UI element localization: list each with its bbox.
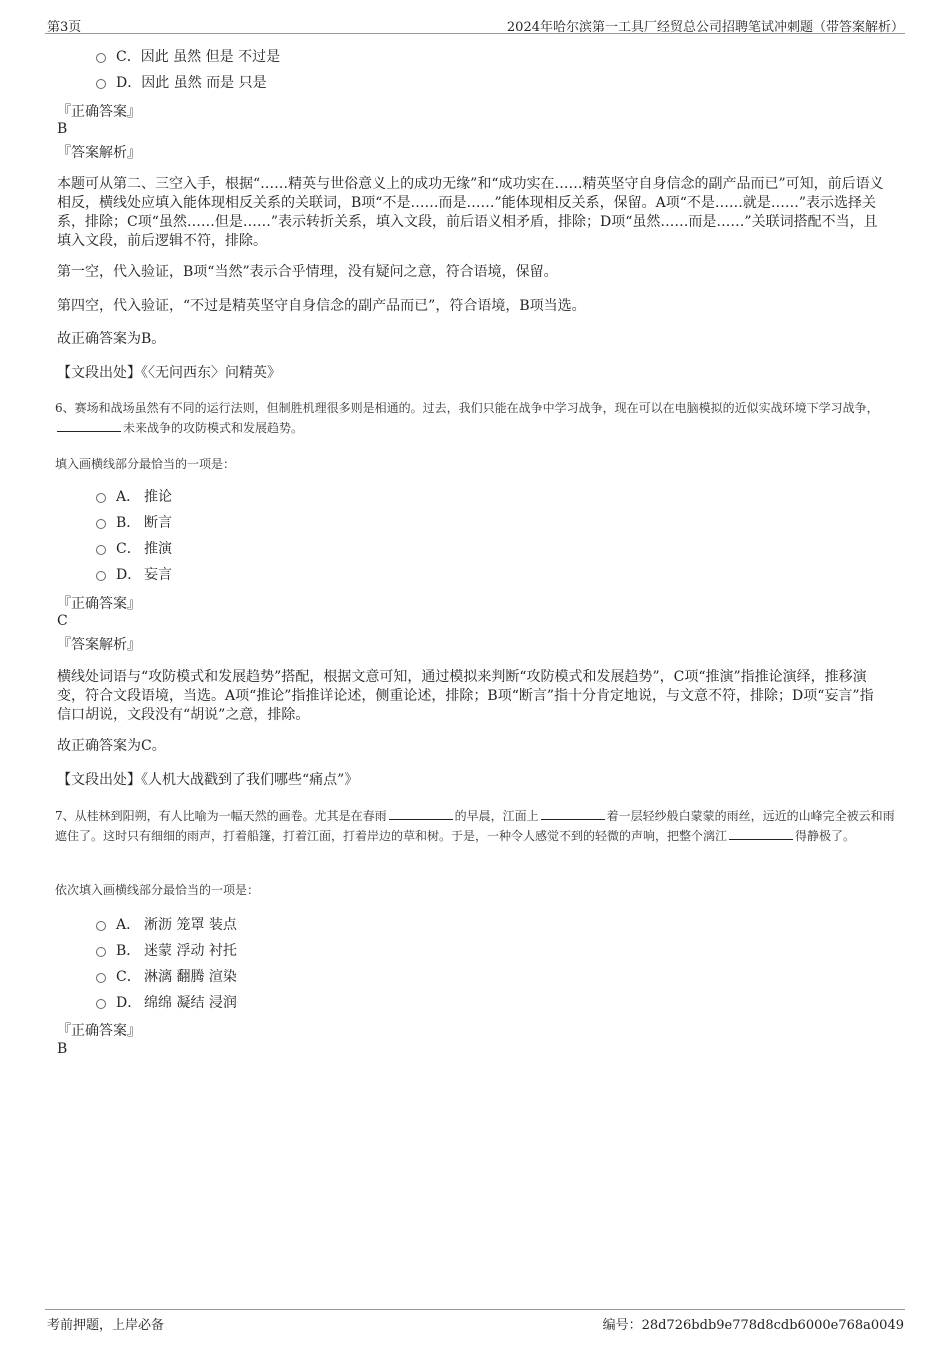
document-title: 2024年哈尔滨第一工具厂经贸总公司招聘笔试冲刺题（带答案解析） <box>506 20 904 35</box>
radio-icon[interactable] <box>96 973 106 983</box>
radio-icon[interactable] <box>96 571 106 581</box>
option-text: 淅沥 笼罩 装点 <box>144 917 237 933</box>
q5-analysis-conclusion: 故正确答案为B。 <box>57 331 166 347</box>
option-text: 妄言 <box>144 567 172 583</box>
q6-analysis-paragraph-1: 横线处词语与“攻防模式和发展趋势”搭配，根据文意可知，通过模拟来判断“攻防模式和发展趋势”，C项“推演”指推论演绎，推移演变，符合文段语境，当选。A项“推论”指推详论述，侧重论述，排除；B项“断言”指十分肯定地说，与文意不符，排除；D项“妄言”指信口胡说，文段没有“胡说”之意，排除。 <box>57 669 874 723</box>
q5-option-c[interactable] <box>96 47 280 67</box>
option-text: 因此 虽然 而是 只是 <box>141 75 267 91</box>
radio-icon[interactable] <box>96 947 106 957</box>
option-letter: C． <box>116 969 141 985</box>
fill-blank <box>57 419 121 432</box>
q5-analysis-paragraph-3: 第四空，代入验证，“不过是精英坚守自身信念的副产品而已”，符合语境，B项当选。 <box>57 298 586 314</box>
q6-prompt: 填入画横线部分最恰当的一项是： <box>55 457 236 471</box>
q6-text-part2: 未来战争的攻防模式和发展趋势。 <box>123 421 304 435</box>
option-text: 断言 <box>144 515 172 531</box>
fill-blank <box>389 807 453 820</box>
q6-answer: C <box>57 613 68 629</box>
option-text: 绵绵 凝结 浸润 <box>144 995 237 1011</box>
q6-source: 【文段出处】《人机大战戳到了我们哪些“痛点”》 <box>57 772 359 788</box>
q5-analysis-paragraph-1: 本题可从第二、三空入手，根据“……精英与世俗意义上的成功无缘”和“成功实在……精英坚守自身信念的副产品而已”可知，前后语义相反，横线处应填入能体现相反关系的关联词，B项“不是……而是……”能体现相反关系，保留。A项“不是……就是……”表示选择关系，排除；C项“虽然……但是……”表示转折关系，填入文段，前后语义相矛盾，排除；D项“虽然……而是……”关联词搭配不当，且填入文段，前后逻辑不符，排除。 <box>57 176 884 249</box>
radio-icon[interactable] <box>96 79 106 89</box>
q5-answer-label: 『正确答案』 <box>57 104 141 120</box>
q7-answer: B <box>57 1041 68 1057</box>
q7-prompt: 依次填入画横线部分最恰当的一项是： <box>55 883 260 897</box>
page-number: 第3页 <box>47 20 82 35</box>
q7-option-b[interactable] <box>96 941 237 961</box>
q7-text-part2: 的早晨，江面上 <box>454 809 539 823</box>
radio-icon[interactable] <box>96 921 106 931</box>
q7-option-a[interactable] <box>96 915 237 935</box>
q6-option-d[interactable] <box>96 565 172 585</box>
option-text: 迷蒙 浮动 衬托 <box>144 943 237 959</box>
q6-question-text <box>55 398 900 438</box>
q7-question-text <box>55 806 900 846</box>
q5-source: 【文段出处】《〈无问西东〉问精英》 <box>57 365 281 381</box>
footer-divider <box>45 1309 905 1310</box>
option-letter: C． <box>116 49 141 65</box>
radio-icon[interactable] <box>96 999 106 1009</box>
q7-text-part4: 得静极了。 <box>795 829 856 843</box>
fill-blank <box>541 807 605 820</box>
document-code: 编号：28d726bdb9e778d8cdb6000e768a0049 <box>602 1318 904 1333</box>
footer-slogan: 考前押题，上岸必备 <box>47 1318 165 1333</box>
option-letter: B． <box>116 515 141 531</box>
q7-answer-label: 『正确答案』 <box>57 1023 141 1039</box>
option-text: 因此 虽然 但是 不过是 <box>140 49 281 65</box>
q7-option-d[interactable] <box>96 993 237 1013</box>
q6-answer-label: 『正确答案』 <box>57 596 141 612</box>
q6-option-b[interactable] <box>96 513 172 533</box>
option-letter: A． <box>116 917 141 933</box>
option-letter: A． <box>116 489 141 505</box>
q5-analysis-paragraph-2: 第一空，代入验证，B项“当然”表示合乎情理，没有疑问之意，符合语境，保留。 <box>57 264 558 280</box>
option-text: 推论 <box>144 489 172 505</box>
q7-text-part3: 着一层轻纱般白蒙蒙的雨丝，远近的山峰完全被云和雨遮住了。这时只有细细的雨声，打着船篷，打着江面，打着岸边的草和树。于是，一种令人感觉不到的轻微的声响，把整个漓江 <box>55 809 895 843</box>
q7-option-c[interactable] <box>96 967 237 987</box>
option-text: 淋漓 翻腾 渲染 <box>144 969 237 985</box>
option-letter: D． <box>116 567 142 583</box>
q5-analysis-label: 『答案解析』 <box>57 145 141 161</box>
radio-icon[interactable] <box>96 53 106 63</box>
radio-icon[interactable] <box>96 519 106 529</box>
q6-analysis-label: 『答案解析』 <box>57 637 141 653</box>
fill-blank <box>729 827 793 840</box>
radio-icon[interactable] <box>96 545 106 555</box>
option-letter: D． <box>116 75 142 91</box>
q6-option-a[interactable] <box>96 487 172 507</box>
q6-text-part1: 6、赛场和战场虽然有不同的运行法则，但制胜机理很多则是相通的。过去，我们只能在战争中学习战争，现在可以在电脑模拟的近似实战环境下学习战争， <box>55 401 879 415</box>
option-text: 推演 <box>144 541 172 557</box>
q5-answer: B <box>57 121 68 137</box>
q6-option-c[interactable] <box>96 539 172 559</box>
option-letter: B． <box>116 943 141 959</box>
header-divider <box>45 33 905 34</box>
radio-icon[interactable] <box>96 493 106 503</box>
option-letter: D． <box>116 995 142 1011</box>
q6-analysis-conclusion: 故正确答案为C。 <box>57 738 166 754</box>
q5-option-d[interactable] <box>96 73 267 93</box>
q7-text-part1: 7、从桂林到阳朔，有人比喻为一幅天然的画卷。尤其是在春雨 <box>55 809 387 823</box>
option-letter: C． <box>116 541 141 557</box>
